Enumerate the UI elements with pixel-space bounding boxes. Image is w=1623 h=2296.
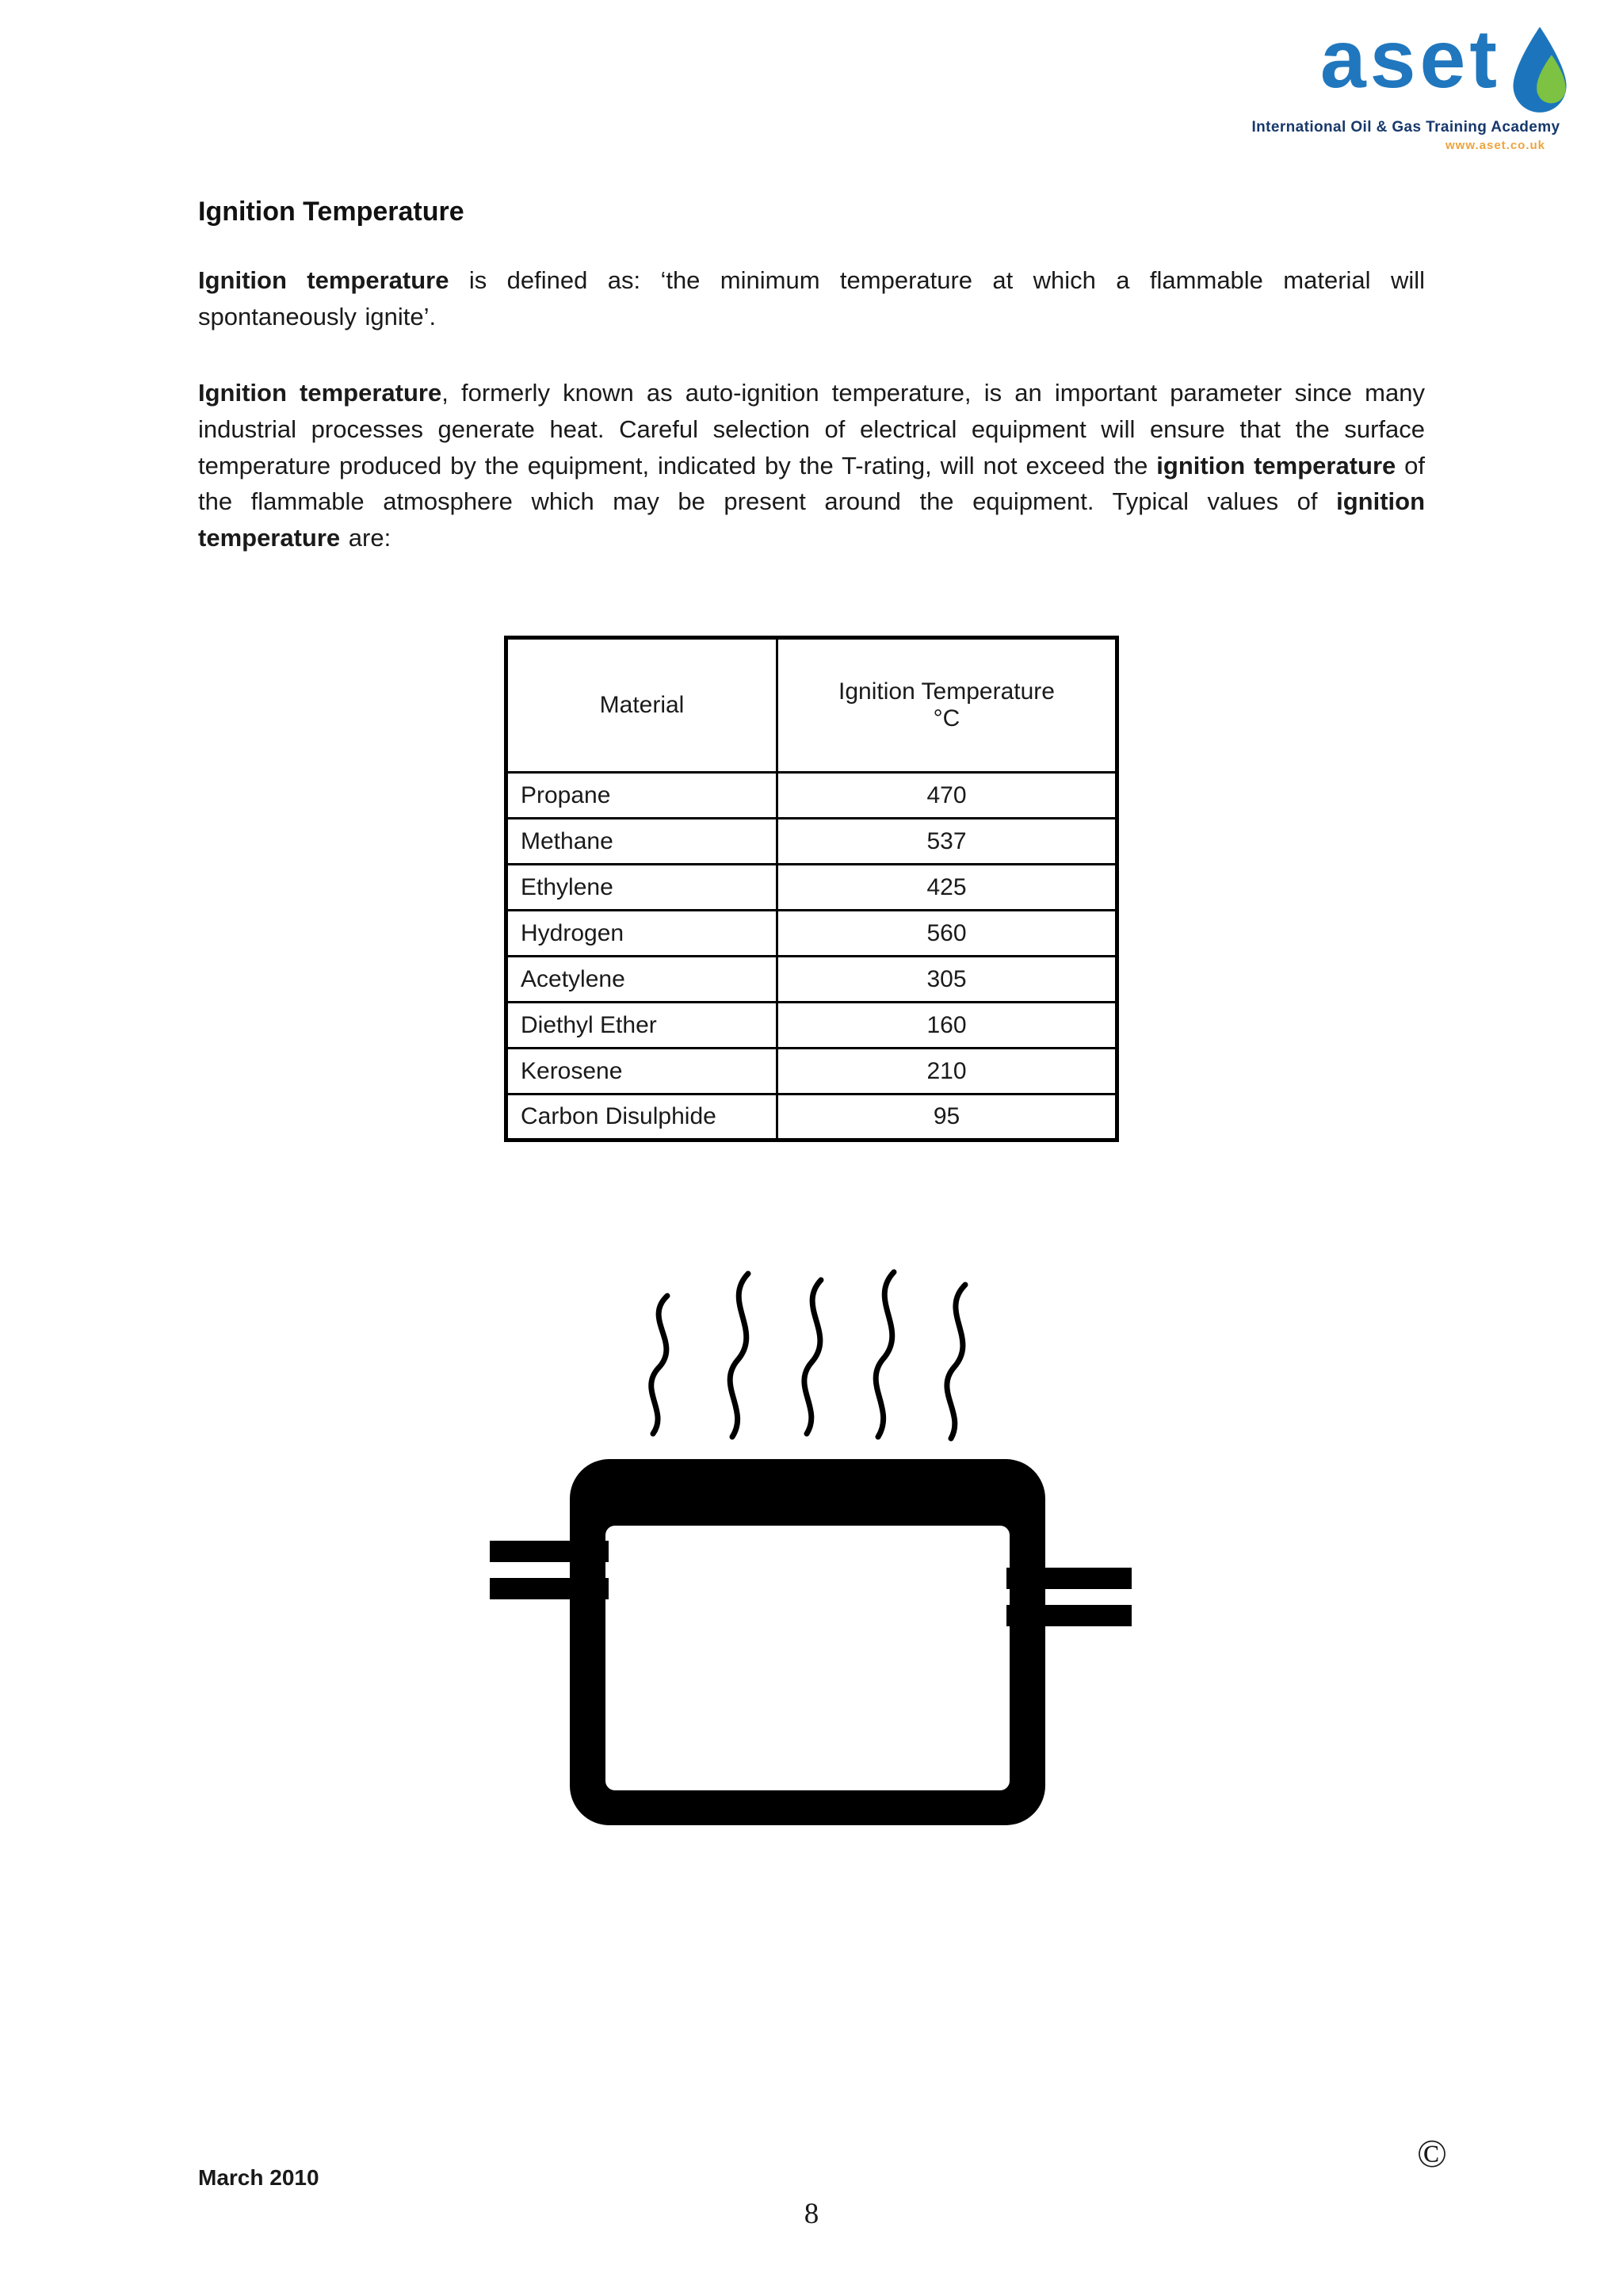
temperature-cell: 560: [777, 911, 1117, 957]
vessel-icon: [490, 1459, 1132, 1825]
material-cell: Hydrogen: [506, 911, 777, 957]
table-row: [506, 819, 1117, 865]
logo-url: www.aset.co.uk: [1445, 139, 1545, 152]
material-cell: Ethylene: [506, 865, 777, 911]
paragraph-explanation: [198, 375, 1425, 556]
table-row: [506, 1003, 1117, 1049]
temperature-cell: 160: [777, 1003, 1117, 1049]
copyright-symbol: ©: [1417, 2131, 1447, 2176]
material-cell: Acetylene: [506, 957, 777, 1003]
logo-brand-row: [1239, 13, 1572, 113]
temperature-cell: 470: [777, 773, 1117, 819]
temperature-cell: 537: [777, 819, 1117, 865]
bold-ignition-temperature: ignition temperature: [198, 487, 1425, 552]
table-row: [506, 1049, 1117, 1095]
footer-date: March 2010: [198, 2165, 319, 2190]
logo: [1239, 13, 1572, 152]
aset-logo-text: aset: [1319, 13, 1501, 105]
logo-tagline: International Oil & Gas Training Academy: [1251, 119, 1560, 136]
material-cell: Kerosene: [506, 1049, 777, 1095]
table-row: [506, 911, 1117, 957]
material-cell: Propane: [506, 773, 777, 819]
temperature-header-unit: °C: [933, 705, 960, 732]
table-header-row: [506, 638, 1117, 773]
droplet-icon: [1507, 24, 1572, 113]
explanation-text: , formerly known as auto-ignition temperature, is an important parameter since many industrial processes generate heat. Careful selection of electrical equipment will ensure that the surface temperature produced by the equipment, indicated by the T-rating, will not exceed the: [198, 378, 1425, 479]
temperature-cell: 210: [777, 1049, 1117, 1095]
bold-ignition-temperature: Ignition temperature: [198, 266, 449, 294]
bold-ignition-temperature: ignition temperature: [1156, 451, 1396, 479]
temperature-cell: 425: [777, 865, 1117, 911]
column-header-temperature: [777, 638, 1117, 773]
temperature-cell: 305: [777, 957, 1117, 1003]
table-row: [506, 865, 1117, 911]
temperature-header-line1: Ignition Temperature: [838, 678, 1055, 705]
material-cell: Diethyl Ether: [506, 1003, 777, 1049]
page-title: Ignition Temperature: [198, 197, 464, 227]
material-cell: Carbon Disulphide: [506, 1095, 777, 1140]
table-row: [506, 1095, 1117, 1140]
column-header-material: Material: [506, 638, 777, 773]
heated-vessel-illustration: [198, 1269, 1425, 1833]
material-cell: Methane: [506, 819, 777, 865]
table-row: [506, 957, 1117, 1003]
page-number: 8: [804, 2198, 819, 2230]
explanation-text: are:: [340, 524, 391, 552]
heat-waves-icon: [651, 1272, 965, 1438]
temperature-cell: 95: [777, 1095, 1117, 1140]
paragraph-definition: [198, 262, 1425, 335]
heated-vessel-icon: [490, 1269, 1133, 1833]
table-row: [506, 773, 1117, 819]
explanation-text: of the flammable atmosphere which may be present around the equipment. Typical values of: [198, 451, 1425, 516]
bold-ignition-temperature: Ignition temperature: [198, 378, 442, 407]
ignition-temperature-table: [504, 636, 1119, 1142]
definition-text: is defined as: ‘the minimum temperature at which a flammable material will spontaneously ignite’.: [198, 266, 1425, 330]
